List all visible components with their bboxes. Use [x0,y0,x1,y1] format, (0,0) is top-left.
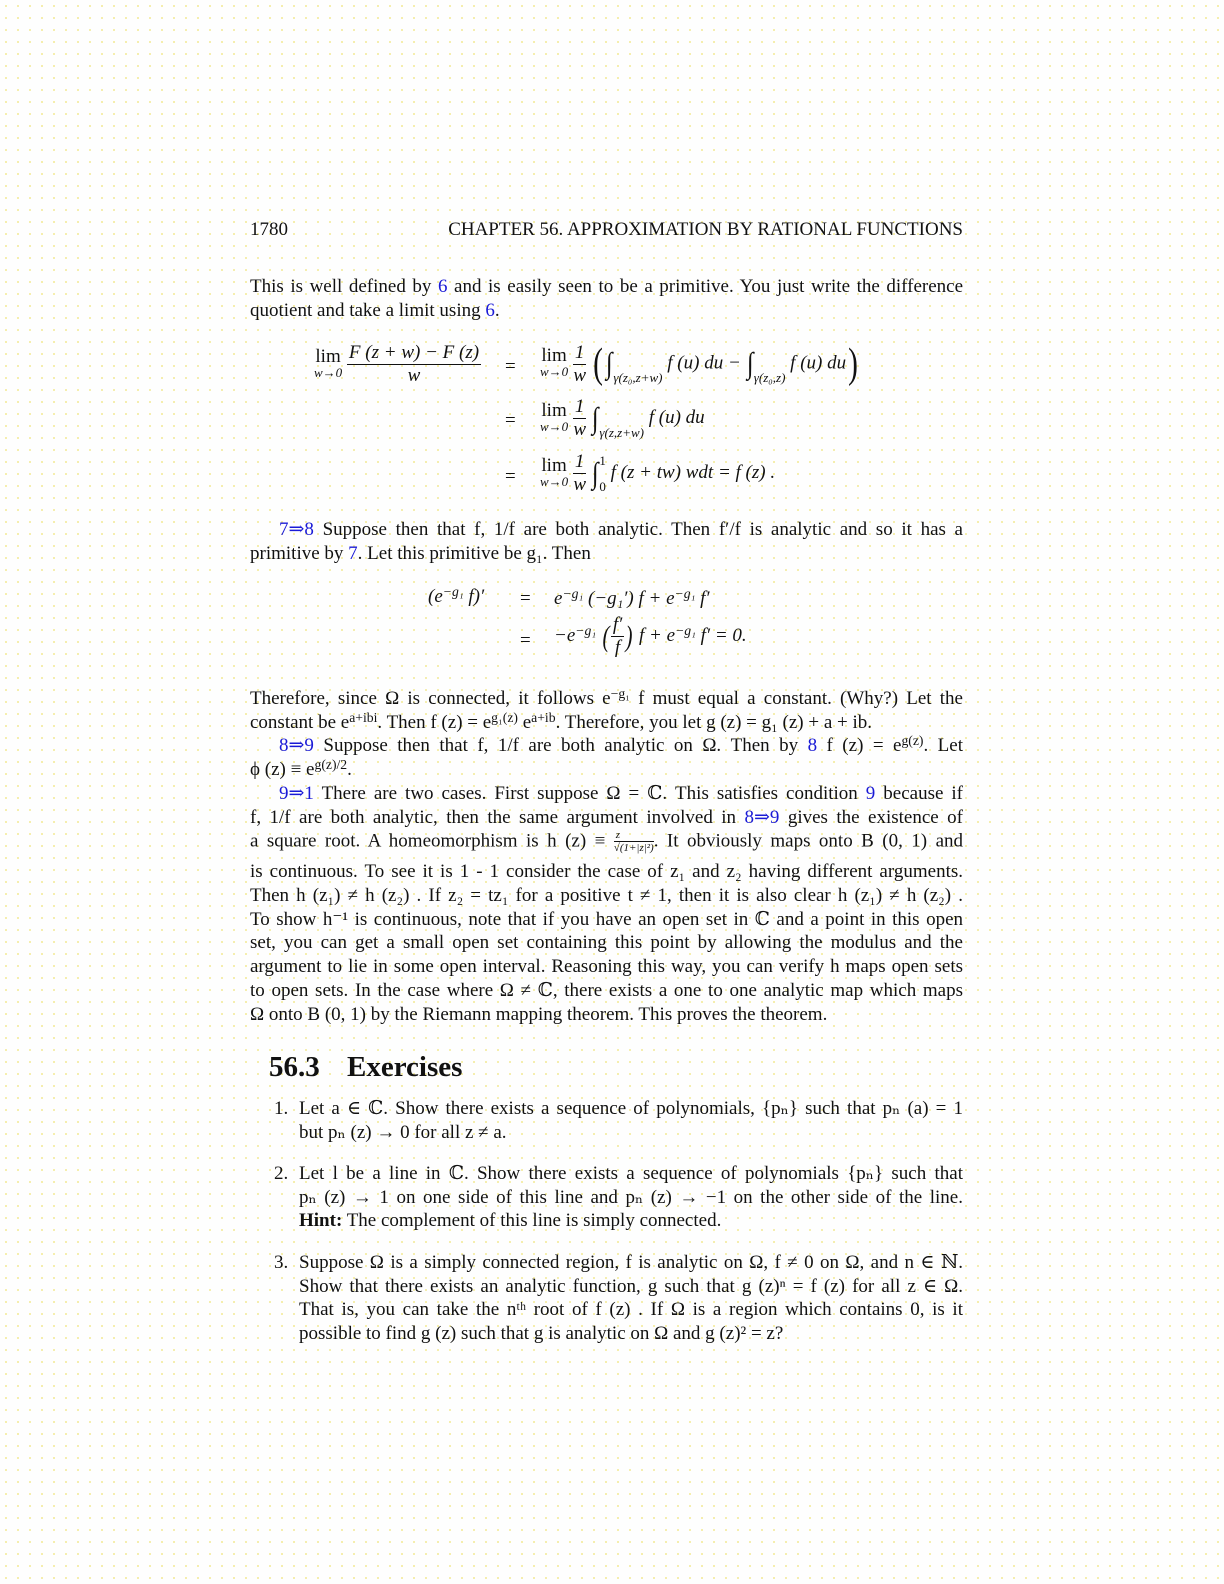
step-ref-link[interactable]: 7 [348,542,358,564]
eq2-lhs: ($e^{-g_1}$ f)′ [428,583,485,607]
proof-step-9-1: 9⇒1 There are two cases. First suppose Ω = ℂ. This satisfies condition 9 because if f, 1/f are both analytic, then the same argument involved in 8⇒9 gives the existence of a square root. A homeomorphism is h (z) ≡ $\frac{z}{\text{√(1+|z|²)}}$ . It obviously maps onto B (0, 1) and is continuous. To see it is 1 - 1 consider the case of z₁ and z₂ having different arguments. Then h (z₁) ≠ h (z₂) . If z₂ = tz₁ for a positive t ≠ 1, then it is also clear h (z₁) ≠ h (z₂) . To show h⁻¹ is continuous, note that if you have an open set in ℂ and a point in this open set, you can get a small open set containing this point by allowing the modulus and the argument to lie in some open interval. Reasoning this way, you can verify h maps open sets to open sets. In the case where Ω ≠ ℂ, there exists a one to one analytic map which maps Ω onto B (0, 1) by the Riemann mapping theorem. This proves the theorem. [250,783,964,1025]
exercise-number: 1. [274,1098,289,1119]
equals-sign: = [505,410,516,431]
difference-quotient: $\frac{F (z + w) - F (z)}{w}$ [348,342,480,386]
limit-operator: lim w→0 [314,345,343,380]
equals-sign: = [505,466,516,487]
step-ref-link[interactable]: 9 [279,783,289,804]
step-ref-link[interactable]: 8 [807,735,818,756]
integral-sign: ∫ [591,456,599,490]
intro-text: and is easily seen to be a primitive. You just write the difference [447,276,964,297]
proof-step-8-9: 8⇒9 Suppose then that f, 1/f are both analytic on Ω. Then by 8 f $(z) = e^{g(z)}$. Let ϕ $(z) \equiv e^{g(z)/2}$. [250,732,963,780]
intro-text: . [494,299,500,321]
integral-sign: ∫ [591,401,599,435]
therefore-paragraph: Therefore, since Ω is connected, it follows $e^{-g_1}$ f must equal a constant. (Why?) Let the constant be $e^{a+ibi}$. Then f $(z) = e^{g_1(z)}$ $e^{a+ib}$. Therefore, you let g (z) = g₁ (z) + a + ib. [250,685,963,733]
hint-label: Hint: [299,1210,343,1232]
step-ref-link[interactable]: 9 [304,735,314,756]
equals-sign: = [520,630,531,651]
step-ref-link[interactable]: 1 [304,783,314,804]
intro-text: This is well defined by [250,276,438,297]
chapter-title: CHAPTER 56. APPROXIMATION BY RATIONAL FUNCTIONS [448,219,963,240]
eq2-row-1: $e^{-g_1}$ (−g₁′) $f + e^{-g_1}$ f′ [554,585,710,609]
equation-ref-link[interactable]: 6 [485,299,495,321]
equation-ref-link[interactable]: 6 [437,276,448,297]
equation-row-3: lim w→0 $\frac{1}{w}$ ∫ 1 0 f (z + tw) wdt = f (z) . [540,451,776,495]
eq2-row-2: $-e^{-g_1}$ ( $\frac{f'}{f}$ ) $f + e^{-g_1}$ f′ = 0. [554,614,747,658]
section-heading [269,1051,462,1084]
proof-step-7-8: 7⇒8 Suppose then that f, 1/f are both analytic. Then f′/f is analytic and so it has a primitive by 7. Let this primitive be g₁. Then [250,519,963,564]
equation-row-2: lim w→0 $\frac{1}{w}$ ∫γ(z,z+w) f (u) du [540,396,705,440]
running-header [250,219,963,243]
step-ref-link[interactable]: 8 [279,735,289,756]
section-title: Exercises [347,1051,463,1083]
integral-sign: ∫ [605,347,613,380]
equation-row-1: lim w→0 $\frac{1}{w}$ (∫γ(z₀,z+w) f (u) du − ∫γ(z₀,z) f (u) du) [540,341,859,387]
intro-paragraph [250,275,963,322]
equals-sign: = [520,588,531,609]
equals-sign: = [505,356,516,377]
exercise-number: 3. [274,1252,289,1273]
section-number: 56.3 [269,1051,320,1083]
equation-lhs [314,342,481,387]
homeomorphism-fraction: $\frac{z}{\text{√(1+|z|²)}}$ [613,829,654,855]
step-ref-link[interactable]: 9 [865,783,876,804]
integral-sign: ∫ [746,347,753,380]
step-ref-link[interactable]: 7 [279,519,289,540]
intro-text: quotient and take a limit using [250,299,486,321]
step-ref-link[interactable]: 8⇒9 [744,806,780,828]
step-ref-link[interactable]: 8 [304,519,314,540]
page-number: 1780 [250,219,288,240]
exercise-number: 2. [274,1163,289,1184]
